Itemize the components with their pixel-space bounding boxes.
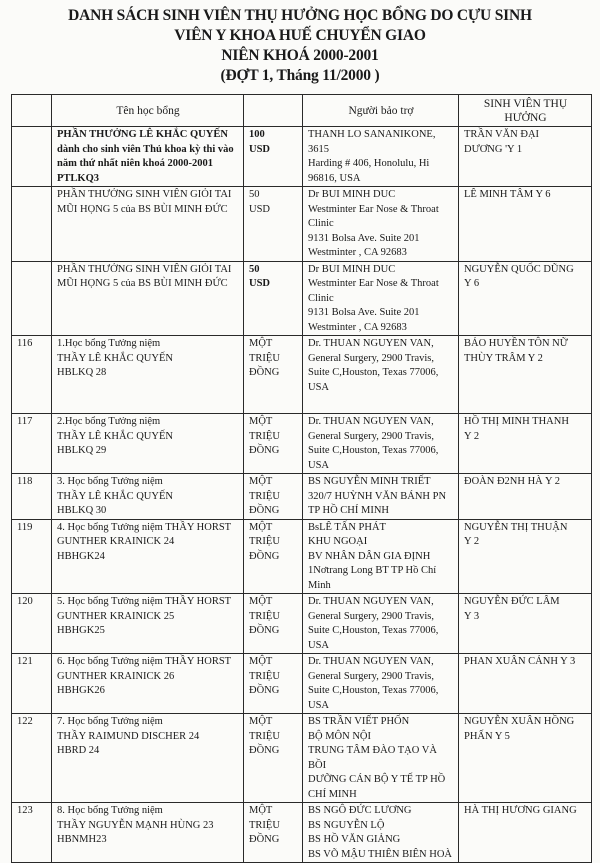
row-number-line: 119: [17, 521, 33, 533]
scholarship-name-line: HBHGK25: [57, 625, 105, 636]
sponsor: [303, 261, 459, 336]
student-name: [459, 261, 592, 336]
row-number-line: 123: [17, 805, 33, 816]
scholarship-name-line: HBLKQ 29: [57, 445, 107, 456]
table-row: [12, 336, 592, 414]
row-number-line: 116: [17, 338, 33, 349]
student-name-line: ĐOÀN Đ2NH HÀ Y 2: [464, 476, 561, 487]
scholarship-name-line: MŨI HỌNG 5 của BS BÙI MINH ĐỨC: [57, 278, 228, 289]
sponsor-line: Westminter Ear Nose & Throat: [308, 278, 439, 289]
row-number: [12, 519, 52, 594]
student-name-line: NGUYỄN QUỐC DŨNG: [464, 263, 574, 275]
scholarship-name: [52, 474, 244, 520]
sponsor-line: BỘ MÔN NỘI: [308, 730, 371, 742]
scholarship-name: [52, 803, 244, 863]
scholarship-amount-line: MỘT: [249, 596, 273, 607]
table-header-row: [12, 95, 592, 127]
scholarship-amount: [244, 127, 303, 187]
row-number: [12, 714, 52, 803]
student-name-line: PHAN XUÂN CẢNH Y 3: [464, 656, 576, 667]
header-student: SINH VIÊN THỤ HƯỞNG: [459, 95, 592, 127]
table-row: [12, 803, 592, 863]
sponsor-line: Minh: [308, 579, 331, 591]
scholarship-amount-line: USD: [249, 143, 271, 155]
sponsor-line: USA: [308, 459, 330, 471]
scholarship-name-line: HBRD 24: [57, 745, 100, 756]
table-row: [12, 519, 592, 594]
sponsor-line: BS HỒ VĂN GIẢNG: [308, 834, 401, 845]
student-name: [459, 803, 592, 863]
scholarship-name: [52, 127, 244, 187]
scholarship-name-line: PHẦN THƯỞNG LÊ KHẮC QUYẾN: [57, 129, 228, 140]
title-line-1: DANH SÁCH SINH VIÊN THỤ HƯỞNG HỌC BỔNG DO CỰU SINH: [68, 7, 532, 24]
sponsor-line: USA: [308, 699, 330, 711]
row-number-line: 118: [17, 476, 33, 487]
scholarship-amount: [244, 714, 303, 803]
scholarship-name-line: 5. Học bổng Tưởng niệm THẦY HORST: [57, 596, 232, 607]
sponsor-line: BV NHÂN DÂN GIA ĐỊNH: [308, 550, 431, 562]
scholarship-amount: [244, 519, 303, 594]
scholarship-name-line: MŨI HỌNG 5 của BS BÙI MINH ĐỨC: [57, 203, 228, 215]
student-name: [459, 474, 592, 520]
row-number: [12, 261, 52, 336]
sponsor-line: General Surgery, 2900 Travis,: [308, 352, 434, 364]
scholarship-name-line: dành cho sinh viên Thủ khoa kỳ thi vào: [57, 143, 234, 155]
row-number: [12, 127, 52, 187]
scholarship-amount-line: TRIỆU: [249, 490, 280, 502]
scholarship-amount-line: ĐỒNG: [249, 834, 280, 845]
sponsor-line: Dr. THUAN NGUYEN VAN,: [308, 596, 434, 607]
student-name-line: HỒ THỊ MINH THANH: [464, 416, 569, 427]
sponsor-line: TP HỒ CHÍ MINH: [308, 505, 389, 516]
scholarship-amount: [244, 261, 303, 336]
scholarship-amount-line: MỘT: [249, 716, 273, 727]
student-name-line: NGUYỄN THỊ THUẬN: [464, 521, 568, 533]
sponsor: [303, 714, 459, 803]
sponsor-line: BS VÕ MẬU THIÊN BIÊN HOÀ: [308, 848, 452, 860]
table-row: [12, 654, 592, 714]
scholarship-amount-line: TRIỆU: [249, 430, 280, 442]
sponsor-line: BS NGUYỄN MINH TRIẾT: [308, 476, 431, 487]
scholarship-amount-line: TRIỆU: [249, 819, 280, 831]
scholarship-name-line: PTLKQ3: [57, 172, 100, 184]
scholarship-name-line: 7. Học bổng Tưởng niệm: [57, 716, 163, 727]
student-name-line: BẢO HUYỀN TÔN NỮ: [464, 338, 568, 349]
scholarship-name-line: GUNTHER KRAINICK 25: [57, 610, 175, 622]
student-name-line: Y 2: [464, 536, 480, 547]
scholarship-amount-line: ĐỒNG: [249, 745, 280, 756]
sponsor-line: Dr BUI MINH DUC: [308, 189, 396, 200]
sponsor-line: BS NGUYỄN LỘ: [308, 819, 385, 831]
student-name-line: LÊ MINH TÂM Y 6: [464, 189, 551, 200]
student-name: [459, 714, 592, 803]
sponsor-line: 9131 Bolsa Ave. Suite 201: [308, 307, 420, 318]
table-row: [12, 187, 592, 262]
sponsor-line: Suite C,Houston, Texas 77006,: [308, 625, 439, 636]
scholarship-amount-line: USD: [249, 278, 271, 289]
scholarship-name-line: THẦY NGUYỄN MẠNH HÙNG 23: [57, 819, 214, 831]
scholarship-amount-line: 100: [249, 129, 265, 140]
sponsor-line: Westminter Ear Nose & Throat: [308, 203, 439, 215]
table-row: [12, 714, 592, 803]
sponsor: [303, 336, 459, 414]
scholarship-amount-line: ĐỒNG: [249, 685, 280, 696]
scholarship-name-line: HBLKQ 30: [57, 505, 107, 516]
sponsor-line: General Surgery, 2900 Travis,: [308, 610, 434, 622]
sponsor-line: CHÍ MINH: [308, 788, 357, 800]
scholarship-name-line: năm thứ nhất niên khoá 2000-2001: [57, 158, 213, 169]
scholarship-name: [52, 519, 244, 594]
sponsor-line: Clinic: [308, 218, 334, 229]
scholarship-name-line: HBHGK26: [57, 685, 105, 696]
row-number-line: 117: [17, 416, 33, 427]
sponsor-line: TRUNG TÂM ĐÀO TẠO VÀ BỒI: [308, 745, 437, 771]
scholarship-amount: [244, 336, 303, 414]
student-name: [459, 336, 592, 414]
student-name: [459, 414, 592, 474]
student-name: [459, 187, 592, 262]
scholarship-amount-line: ĐỒNG: [249, 505, 280, 516]
sponsor: [303, 414, 459, 474]
scholarship-amount-line: TRIỆU: [249, 536, 280, 547]
row-number-line: 122: [17, 716, 33, 727]
scholarship-name: [52, 187, 244, 262]
scholarship-name-line: 2.Học bổng Tưởng niệm: [57, 416, 161, 427]
scholarship-amount-line: MỘT: [249, 416, 273, 427]
header-amount: [244, 95, 303, 127]
scholarship-amount: [244, 594, 303, 654]
scholarship-amount-line: TRIỆU: [249, 352, 280, 364]
sponsor: [303, 519, 459, 594]
title-line-3: NIÊN KHOÁ 2000-2001: [221, 47, 379, 64]
student-name-line: HÀ THỊ HƯƠNG GIANG: [464, 805, 577, 816]
scholarship-name-line: HBLKQ 28: [57, 367, 107, 378]
header-number: [12, 95, 52, 127]
scholarship-amount-line: USD: [249, 203, 271, 215]
row-number: [12, 414, 52, 474]
scholarship-name: [52, 594, 244, 654]
scholarship-name: [52, 654, 244, 714]
sponsor-line: 9131 Bolsa Ave. Suite 201: [308, 232, 420, 244]
scholarship-amount-line: MỘT: [249, 805, 273, 816]
student-name-line: NGUYỄN XUÂN HỒNG: [464, 716, 575, 727]
title-line-2: VIÊN Y KHOA HUẾ CHUYỂN GIAO: [174, 27, 426, 44]
row-number: [12, 803, 52, 863]
sponsor-line: 320/7 HUỲNH VĂN BÁNH PN: [308, 490, 447, 502]
scholarship-amount-line: 50: [249, 263, 260, 275]
scholarship-name: [52, 414, 244, 474]
student-name: [459, 127, 592, 187]
row-number-line: 120: [17, 596, 33, 607]
scholarship-name-line: PHẦN THƯỞNG SINH VIÊN GIỎI TAI: [57, 263, 232, 275]
sponsor-line: Suite C,Houston, Texas 77006,: [308, 445, 439, 456]
scholarship-amount-line: MỘT: [249, 338, 273, 349]
sponsor-line: Dr BUI MINH DUC: [308, 263, 396, 275]
table-row: [12, 414, 592, 474]
sponsor-line: Dr. THUAN NGUYEN VAN,: [308, 416, 434, 427]
table-row: [12, 261, 592, 336]
sponsor-line: USA: [308, 639, 330, 651]
scholarship-name-line: 6. Học bổng Tưởng niệm THẦY HORST: [57, 656, 232, 667]
scholarship-amount-line: TRIỆU: [249, 670, 280, 682]
title-line-4: (ĐỢT 1, Tháng 11/2000 ): [220, 67, 380, 84]
sponsor-line: Westminter , CA 92683: [308, 321, 407, 333]
scholarship-name-line: THẦY LÊ KHẮC QUYẾN: [57, 490, 173, 502]
scholarship-name-line: THẦY LÊ KHẮC QUYẾN: [57, 352, 173, 364]
row-number: [12, 474, 52, 520]
scholarship-amount-line: ĐỒNG: [249, 367, 280, 378]
sponsor-line: General Surgery, 2900 Travis,: [308, 430, 434, 442]
scholarship-name: [52, 261, 244, 336]
row-number: [12, 336, 52, 414]
scholarship-amount: [244, 414, 303, 474]
scholarship-name-line: 3. Học bổng Tưởng niệm: [57, 476, 163, 487]
sponsor-line: BS TRẦN VIẾT PHỐN: [308, 716, 410, 727]
sponsor-line: General Surgery, 2900 Travis,: [308, 670, 434, 682]
sponsor-line: Suite C,Houston, Texas 77006,: [308, 367, 439, 378]
row-number: [12, 594, 52, 654]
sponsor-line: Dr. THUAN NGUYEN VAN,: [308, 338, 434, 349]
scholarship-amount: [244, 654, 303, 714]
table-row: [12, 474, 592, 520]
scholarship-amount-line: MỘT: [249, 521, 273, 533]
sponsor-line: Suite C,Houston, Texas 77006,: [308, 685, 439, 696]
scholarship-amount-line: TRIỆU: [249, 730, 280, 742]
student-name-line: PHẤN Y 5: [464, 730, 510, 742]
scholarship-amount-line: MỘT: [249, 476, 273, 487]
student-name-line: Y 6: [464, 278, 480, 289]
student-name: [459, 594, 592, 654]
sponsor-line: Harding # 406, Honolulu, Hi: [308, 158, 430, 169]
sponsor-line: KHU NGOẠI: [308, 536, 368, 547]
scholarship-name-line: 1.Học bổng Tưởng niệm: [57, 338, 161, 349]
scholarship-name-line: THẦY RAIMUND DISCHER 24: [57, 730, 200, 742]
scholarship-name: [52, 336, 244, 414]
scholarship-name-line: PHẦN THƯỞNG SINH VIÊN GIỎI TAI: [57, 189, 232, 200]
document-title: [0, 6, 600, 86]
scholarship-name-line: HBHGK24: [57, 550, 105, 562]
student-name: [459, 654, 592, 714]
table-row: [12, 127, 592, 187]
scholarship-amount: [244, 187, 303, 262]
scholarship-name-line: THẦY LÊ KHẮC QUYẾN: [57, 430, 173, 442]
sponsor: [303, 474, 459, 520]
sponsor: [303, 187, 459, 262]
row-number: [12, 187, 52, 262]
row-number-line: 121: [17, 656, 33, 667]
scholarship-amount: [244, 803, 303, 863]
scholarship-name: [52, 714, 244, 803]
sponsor: [303, 654, 459, 714]
sponsor: [303, 127, 459, 187]
sponsor-line: Dr. THUAN NGUYEN VAN,: [308, 656, 434, 667]
sponsor: [303, 594, 459, 654]
scholarship-amount-line: TRIỆU: [249, 610, 280, 622]
scholarship-amount-line: 50: [249, 189, 260, 200]
scholarship-name-line: GUNTHER KRAINICK 26: [57, 670, 175, 682]
student-name: [459, 519, 592, 594]
sponsor-line: DƯỠNG CÁN BỘ Y TẾ TP HỒ: [308, 774, 446, 785]
student-name-line: Y 2: [464, 430, 480, 442]
student-name-line: Y 3: [464, 610, 480, 622]
scholarship-name-line: 4. Học bổng Tưởng niệm THẦY HORST: [57, 521, 232, 533]
header-scholarship-name: Tên học bổng: [52, 95, 244, 127]
student-name-line: TRẦN VĂN ĐẠI: [464, 129, 540, 140]
scholarship-amount-line: ĐỒNG: [249, 445, 280, 456]
student-name-line: NGUYỄN ĐỨC LÂM: [464, 596, 560, 607]
student-name-line: THÙY TRÂM Y 2: [464, 352, 543, 364]
scholarship-name-line: 8. Học bổng Tưởng niệm: [57, 805, 163, 816]
scholarship-name-line: HBNMH23: [57, 834, 107, 845]
scholarship-amount-line: ĐỒNG: [249, 550, 280, 562]
table-body: [12, 127, 592, 863]
scholarship-amount-line: ĐỒNG: [249, 625, 280, 636]
scholarship-amount-line: MỘT: [249, 656, 273, 667]
table-row: [12, 594, 592, 654]
sponsor-line: Clinic: [308, 292, 334, 304]
student-name-line: DƯƠNG 'Y 1: [464, 143, 523, 155]
sponsor-line: USA: [308, 381, 330, 393]
scholarship-table: [11, 94, 592, 863]
scholarship-name-line: GUNTHER KRAINICK 24: [57, 536, 175, 547]
sponsor-line: BS NGÔ ĐỨC LƯƠNG: [308, 805, 412, 816]
sponsor-line: 96816, USA: [308, 172, 361, 184]
header-sponsor: Người bảo trợ: [303, 95, 459, 127]
row-number: [12, 654, 52, 714]
sponsor-line: Westminter , CA 92683: [308, 247, 407, 258]
scholarship-amount: [244, 474, 303, 520]
sponsor: [303, 803, 459, 863]
sponsor-line: 1Nơtrang Long BT TP Hồ Chí: [308, 565, 437, 576]
sponsor-line: BsLÊ TẤN PHÁT: [308, 521, 386, 533]
sponsor-line: THANH LO SANANIKONE, 3615: [308, 129, 436, 155]
